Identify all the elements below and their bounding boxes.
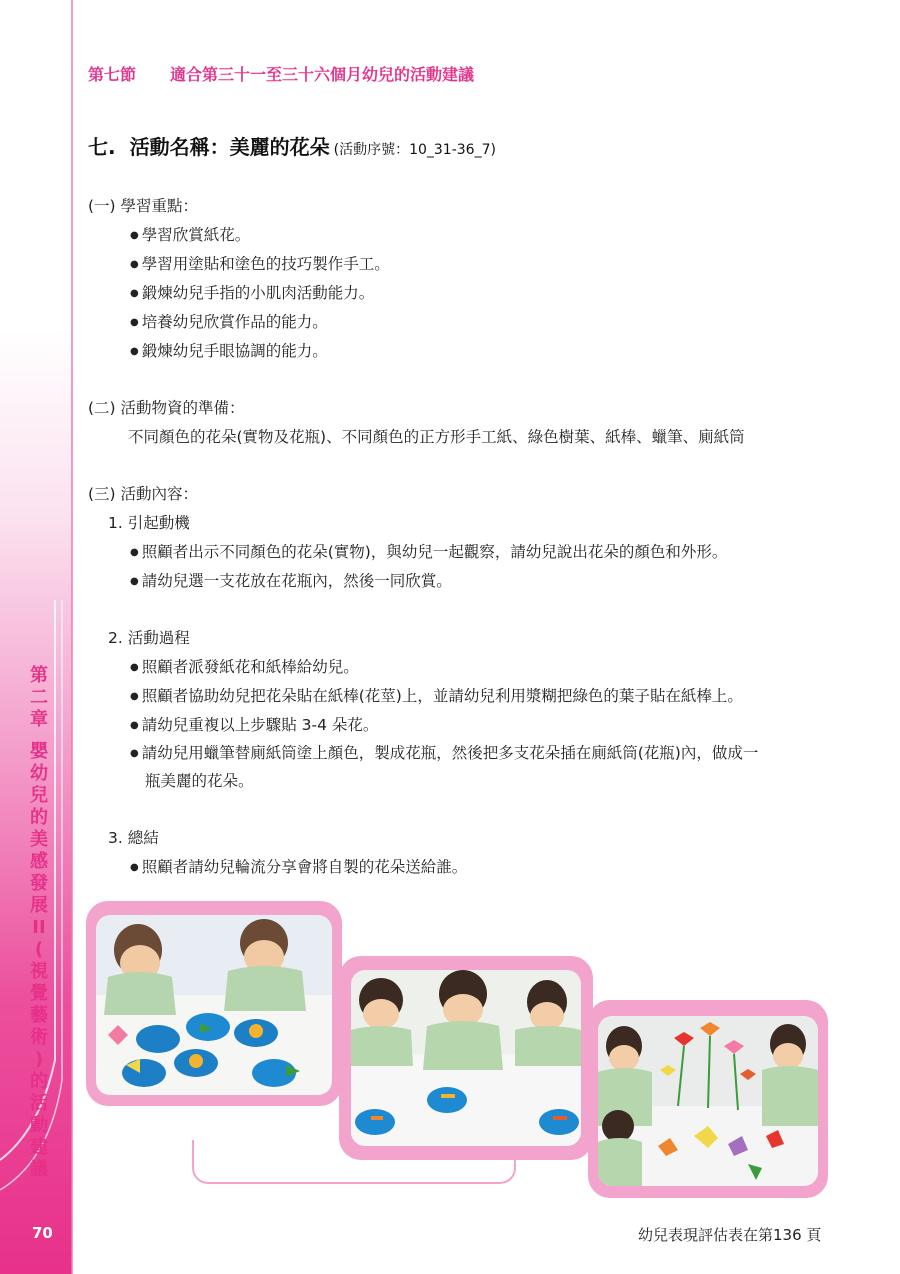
footer-note: 幼兒表現評估表在第136 頁 [638,1226,822,1244]
step-title: 1. 引起動機 [108,514,190,532]
section-header [88,62,474,85]
list-item: ● 照顧者出示不同顏色的花朵(實物)，與幼兒一起觀察，請幼兒說出花朵的顏色和外形。 [130,540,727,562]
list-item: ● 鍛煉幼兒手眼協調的能力。 [130,339,328,361]
list-item: ● 照顧者派發紙花和紙棒給幼兒。 [130,655,359,677]
photo-children-gluing-stems [351,970,581,1146]
photo-frame-1 [86,901,342,1106]
list-item: ● 照顧者協助幼兒把花朵貼在紙棒(花莖)上，並請幼兒利用漿糊把綠色的葉子貼在紙棒上。 [130,684,743,706]
activity-title [88,131,496,160]
activity-serial: (活動序號：10_31-36_7) [333,142,496,158]
chapter-title: 第 二 章 嬰 幼 兒 的 美 感 發 展 II ( 視 覺 藝 術 ) 的 活 動 建 議 [30,665,48,1180]
list-item: ● 照顧者請幼兒輪流分享會將自製的花朵送給誰。 [130,855,467,877]
materials-text: 不同顏色的花朵(實物及花瓶)、不同顏色的正方形手工紙、綠色樹葉、紙棒、蠟筆、廁紙筒 [128,428,745,446]
photo-children-making-flowers [96,915,332,1095]
learning-focus-heading: (一) 學習重點： [88,197,199,215]
list-item: ● 培養幼兒欣賞作品的能力。 [130,310,328,332]
list-item: ● 學習欣賞紙花。 [130,223,250,245]
list-item: ● 請幼兒選一支花放在花瓶內，然後一同欣賞。 [130,569,452,591]
photo-finished-flower-vases [598,1016,818,1186]
materials-heading: (二) 活動物資的準備： [88,399,245,417]
list-item: ● 學習用塗貼和塗色的技巧製作手工。 [130,252,390,274]
activity-name: 活動名稱：美麗的花朵 [129,135,330,159]
list-item: ● 請幼兒重複以上步驟貼 3-4 朵花。 [130,713,378,735]
section-label: 第七節 [88,65,137,84]
list-item: ● 鍛煉幼兒手指的小肌肉活動能力。 [130,281,374,303]
page-number: 70 [32,1224,53,1242]
photo-frame-2 [339,956,593,1160]
content-heading: (三) 活動內容： [88,485,199,503]
list-item-continuation: 瓶美麗的花朵。 [145,772,254,790]
activity-number: 七. [88,135,116,159]
section-name: 適合第三十一至三十六個月幼兒的活動建議 [170,65,475,84]
step-title: 2. 活動過程 [108,629,190,647]
photo-frame-3 [588,1000,828,1198]
list-item: ● 請幼兒用蠟筆替廁紙筒塗上顏色，製成花瓶，然後把多支花朵插在廁紙筒(花瓶)內，做成一 [130,741,758,763]
step-title: 3. 總結 [108,829,159,847]
